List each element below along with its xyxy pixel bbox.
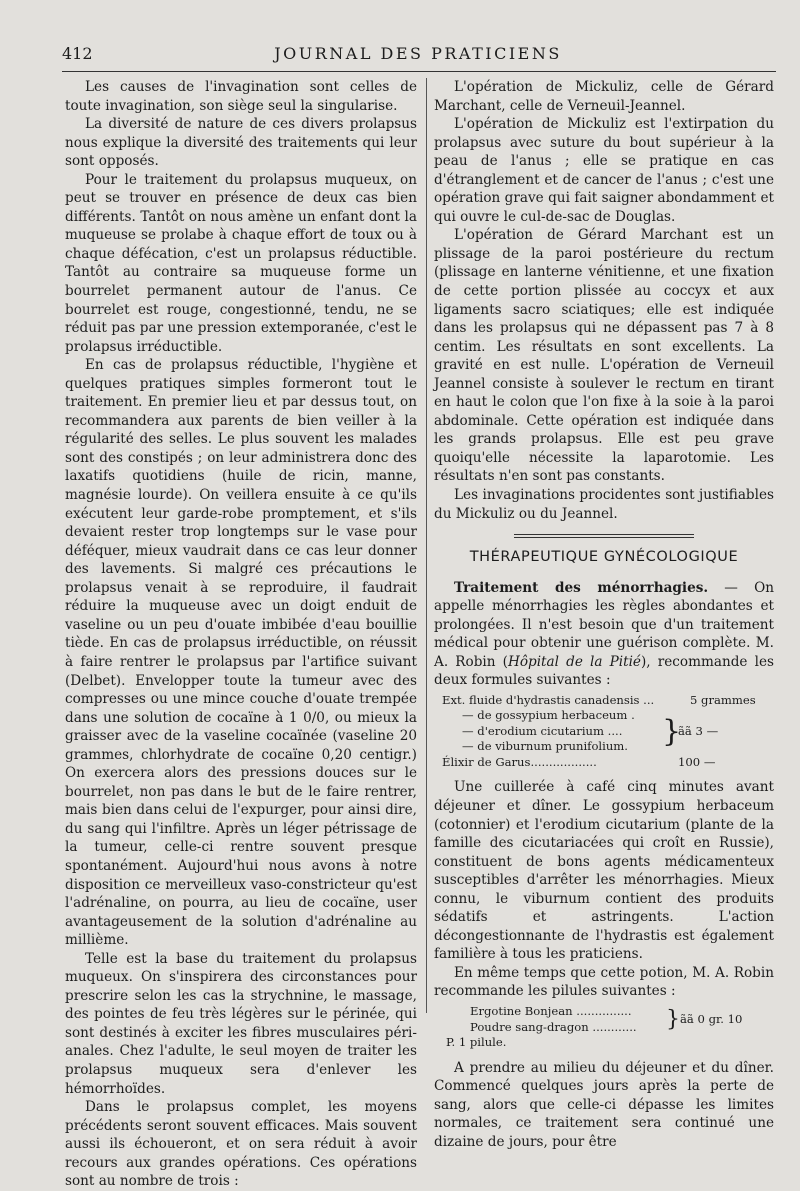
- paragraph: L'opération de Mickuliz est l'extirpation du prolapsus avec suture du bout supérieur à la peau de l'anus ; elle se pratique en cas d'étranglement et de cancer de l'anus ; c'est une opération grave qui fait saigner abondamment et qui ouvre le cul-de-sac de Douglas.: [434, 116, 774, 225]
- formula-ingredient: Élixir de Garus..................: [442, 754, 597, 769]
- paragraph: En cas de prolapsus réductible, l'hygiène et quelques pratiques simples formeront tout le traitement. En premier lieu et par dessus tout, on recommandera aux parents de bien veiller à la régularité des selles. Le plus souvent les malades sont des constipés ; on leur administrera donc des laxatifs quotidiens (huile de ricin, manne, magnésie lourde). On veillera ensuite à ce qu'ils exécutent leur garde-robe promptement, et s'ils devaient rester trop longtemps sur le vase pour déféquer, mieux vaudrait dans ce cas leur donner des lavements. Si malgré ces précautions le prolapsus venait à se reproduire, il faudrait réduire la muqueuse avec un doigt enduit de vaseline ou un peu d'ouate imbibée d'eau bouillie tiède. En cas de prolapsus irréductible, on réussit à faire rentrer le prolapsus par l'artifice suivant (Delbet). Envelopper toute la tumeur avec des compresses ou une mince couche d'ouate trempée dans une solution de cocaïne à 1 0/0, ou mieux la graisser avec de la vaseline cocaïnée (vaseline 20 grammes, chlorhydrate de cocaïne 0,20 centigr.) On exercera alors des pressions douces sur le bourrelet, non pas dans le but de le faire rentrer, mais bien dans celui de l'expurger, pour ainsi dire, du sang qui l'infiltre. Après un léger pétrissage de la tumeur, celle-ci rentre souvent presque spontanément. Aujourd'hui nous avons à notre disposition ce merveilleux vaso-constricteur qu'est l'adrénaline, on pourra, au lieu de cocaïne, user avantageusement de la solution d'adrénaline au millième.: [65, 357, 417, 949]
- paragraph: L'opération de Gérard Marchant est un plissage de la paroi postérieure du rectum (plissage en lanterne vénitienne, et une fixation de cette portion plissée au coccyx et aux ligaments sacro sciatiques; elle est indiquée dans les prolapsus qui ne dépassent pas 7 à 8 centim. Les résultats en sont excellents. La gravité en est nulle. L'opération de Verneuil Jeannel consiste à soulever le rectum en tirant en haut le colon que l'on fixe à la soie à la paroi abdominale. Cette opération est indiquée dans les grands prolapsus. Elle est peu grave quoiqu'elle nécessite la laparotomie. Les résultats n'en sont pas constants.: [434, 227, 774, 485]
- formula-row: [434, 1035, 774, 1051]
- menorrhagies-hospital: Hôpital de la Pitié: [507, 653, 641, 670]
- column-divider: [426, 78, 427, 1013]
- formula-row: [434, 755, 774, 771]
- formula-ingredient: Ext. fluide d'hydrastis canadensis ...: [442, 692, 655, 707]
- formula-quantity: 5 grammes: [690, 692, 756, 707]
- paragraph: Dans le prolapsus complet, les moyens précédents seront souvent efficaces. Mais souvent aussi ils échoueront, et on sera réduit à avoir recours aux grandes opérations. Ces opérations sont au nombre de trois :: [65, 1099, 417, 1190]
- formula-ingredient: Poudre sang-dragon ............: [470, 1019, 637, 1034]
- formula-quantity: 100 —: [678, 754, 716, 769]
- formula-pills: [434, 1004, 774, 1051]
- menorrhagies-text-a: — On appelle ménorrhagies les règles abondantes et prolongées. Il n'est besoin que d'un traitement médical pour obtenir une guérison complète. M. A. Robin (: [434, 579, 774, 670]
- formula-quantity: ãã 3 —: [678, 723, 719, 738]
- paragraph: Telle est la base du traitement du prolapsus muqueux. On s'inspirera des circonstances pour prescrire selon les cas la strychnine, le massage, des pointes de feu très légères sur le périnée, qui sont destinés à exciter les fibres musculaires péri-anales. Chez l'adulte, le seul moyen de traiter les prolapsus muqueux sera d'enlever les hémorrhoïdes.: [65, 950, 417, 1097]
- paragraph: Une cuillerée à café cinq minutes avant déjeuner et dîner. Le gossypium herbaceum (cotonnier) et l'erodium cicutarium (plante de la famille des cicutariacées qui croît en Russie), constituent de bons agents médicamenteux susceptibles d'arrêter les ménorrhagies. Mieux connu, le viburnum contient des produits sédatifs et astringents. L'action décongestionnante de l'hydrastis est également familière à tous les praticiens.: [434, 779, 774, 963]
- menorrhagies-heading: Traitement des ménorrhagies.: [454, 579, 709, 596]
- menorrhagies-paragraph: [434, 579, 774, 690]
- paragraph: Les causes de l'invagination sont celles de toute invagination, son siège seul la singularise.: [65, 79, 417, 114]
- formula-quantity: ãã 0 gr. 10: [680, 1012, 743, 1027]
- formula-row: [434, 739, 774, 755]
- formula-ingredient: — de viburnum prunifolium.: [462, 739, 628, 754]
- paragraph: En même temps que cette potion, M. A. Robin recommande les pilules suivantes :: [434, 964, 774, 1000]
- paragraph: L'opération de Mickuliz, celle de Gérard Marchant, celle de Verneuil-Jeannel.: [434, 79, 774, 114]
- page-number: 412: [62, 44, 93, 63]
- formula-row: [434, 708, 774, 724]
- right-column: [434, 78, 774, 1151]
- paragraph: Pour le traitement du prolapsus muqueux, on peut se trouver en présence de deux cas bien différents. Tantôt on nous amène un enfant dont la muqueuse se prolabe à chaque effort de toux ou à chaque défécation, c'est un prolapsus réductible. Tantôt au contraire sa muqueuse forme un bourrelet permanent autour de l'anus. Ce bourrelet est rouge, congestionné, tendu, ne se réduit pas par une pression extemporanée, c'est le prolapsus irréductible.: [65, 171, 417, 355]
- paragraph: La diversité de nature de ces divers prolapsus nous explique la diversité des traitements qui leur sont opposés.: [65, 116, 417, 170]
- formula-ingredient: — d'erodium cicutarium ....: [462, 723, 623, 738]
- brace-glyph: }: [662, 713, 682, 749]
- formula-potion: [434, 693, 774, 771]
- formula-row: [434, 693, 774, 709]
- page-header: [62, 44, 774, 66]
- formula-ingredient: Ergotine Bonjean ...............: [470, 1004, 632, 1019]
- paragraph: A prendre au milieu du déjeuner et du dîner. Commencé quelques jours après la perte de sang, alors que celle-ci dépasse les limites normales, ce traitement sera continué une dizaine de jours, pour être: [434, 1059, 774, 1150]
- section-separator: [514, 534, 694, 538]
- brace-glyph: }: [666, 1007, 680, 1033]
- menorrhagies-text-b: ), recommande les deux formules suivantes :: [434, 653, 774, 689]
- formula-ingredient: — de gossypium herbaceum .: [462, 708, 635, 723]
- left-column: [65, 78, 417, 1191]
- formula-row: [434, 1020, 774, 1036]
- header-rule: [62, 71, 776, 72]
- journal-title: JOURNAL DES PRATICIENS: [274, 44, 562, 63]
- section-title: THÉRAPEUTIQUE GYNÉCOLOGIQUE: [469, 549, 739, 566]
- formula-dose: P. 1 pilule.: [446, 1035, 507, 1050]
- paragraph: Les invaginations procidentes sont justifiables du Mickuliz ou du Jeannel.: [434, 487, 774, 522]
